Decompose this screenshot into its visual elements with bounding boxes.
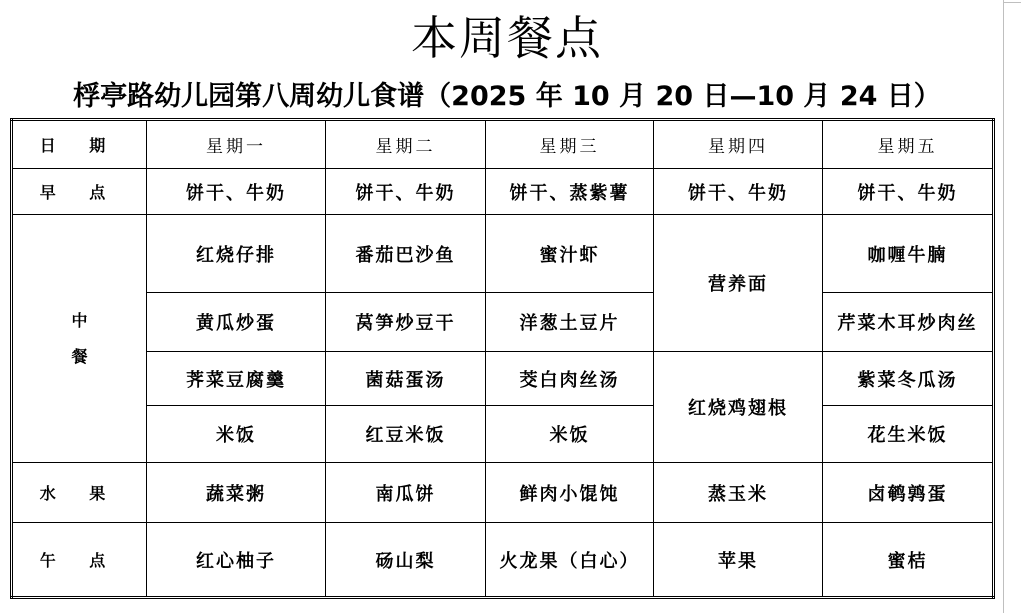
breakfast-wednesday: 饼干、蒸紫薯 (486, 169, 654, 215)
lunch-row-3 (12, 352, 994, 406)
fruit-tuesday: 南瓜饼 (326, 463, 486, 523)
afternoon-row (12, 523, 994, 598)
fruit-monday: 蔬菜粥 (147, 463, 326, 523)
breakfast-monday: 饼干、牛奶 (147, 169, 326, 215)
lunch-friday-2: 芹菜木耳炒肉丝 (823, 293, 994, 352)
lunch-monday-2: 黄瓜炒蛋 (147, 293, 326, 352)
lunch-wednesday-4: 米饭 (486, 406, 654, 463)
lunch-row-4 (12, 406, 994, 463)
lunch-tuesday-4: 红豆米饭 (326, 406, 486, 463)
fruit-label: 水 果 (12, 463, 147, 523)
afternoon-friday: 蜜桔 (823, 523, 994, 598)
breakfast-friday: 饼干、牛奶 (823, 169, 994, 215)
afternoon-label: 午 点 (12, 523, 147, 598)
fruit-row (12, 463, 994, 523)
lunch-label-text: 中餐 (71, 310, 88, 366)
lunch-label (12, 215, 147, 463)
fruit-wednesday: 鲜肉小馄饨 (486, 463, 654, 523)
table-header-row (12, 120, 994, 169)
date-label-cell: 日 期 (12, 120, 147, 169)
day-header-wednesday: 星期三 (486, 120, 654, 169)
lunch-monday-1: 红烧仔排 (147, 215, 326, 293)
breakfast-tuesday: 饼干、牛奶 (326, 169, 486, 215)
lunch-friday-3: 紫菜冬瓜汤 (823, 352, 994, 406)
fruit-friday: 卤鹌鹑蛋 (823, 463, 994, 523)
day-header-tuesday: 星期二 (326, 120, 486, 169)
weekly-menu-table (10, 118, 995, 599)
lunch-wednesday-2: 洋葱土豆片 (486, 293, 654, 352)
lunch-wednesday-3: 茭白肉丝汤 (486, 352, 654, 406)
lunch-tuesday-3: 菌菇蛋汤 (326, 352, 486, 406)
afternoon-monday: 红心柚子 (147, 523, 326, 598)
day-header-friday: 星期五 (823, 120, 994, 169)
afternoon-thursday: 苹果 (654, 523, 823, 598)
day-header-thursday: 星期四 (654, 120, 823, 169)
breakfast-thursday: 饼干、牛奶 (654, 169, 823, 215)
lunch-thursday-2: 红烧鸡翅根 (654, 352, 823, 463)
lunch-tuesday-2: 莴笋炒豆干 (326, 293, 486, 352)
lunch-monday-3: 荠菜豆腐羹 (147, 352, 326, 406)
lunch-friday-1: 咖喱牛腩 (823, 215, 994, 293)
lunch-thursday-1: 营养面 (654, 215, 823, 352)
lunch-friday-4: 花生米饭 (823, 406, 994, 463)
fruit-thursday: 蒸玉米 (654, 463, 823, 523)
page-title: 本周餐点 (411, 11, 603, 65)
afternoon-wednesday: 火龙果（白心） (486, 523, 654, 598)
menu-subtitle: 桴亭路幼儿园第八周幼儿食谱（2025 年 10 月 20 日—10 月 24 日） (73, 81, 941, 112)
page-corner-mark (1003, 2, 1021, 3)
breakfast-row (12, 169, 994, 215)
day-header-monday: 星期一 (147, 120, 326, 169)
lunch-row-1 (12, 215, 994, 293)
lunch-monday-4: 米饭 (147, 406, 326, 463)
afternoon-tuesday: 砀山梨 (326, 523, 486, 598)
lunch-row-2 (12, 293, 994, 352)
lunch-wednesday-1: 蜜汁虾 (486, 215, 654, 293)
breakfast-label: 早 点 (12, 169, 147, 215)
lunch-tuesday-1: 番茄巴沙鱼 (326, 215, 486, 293)
